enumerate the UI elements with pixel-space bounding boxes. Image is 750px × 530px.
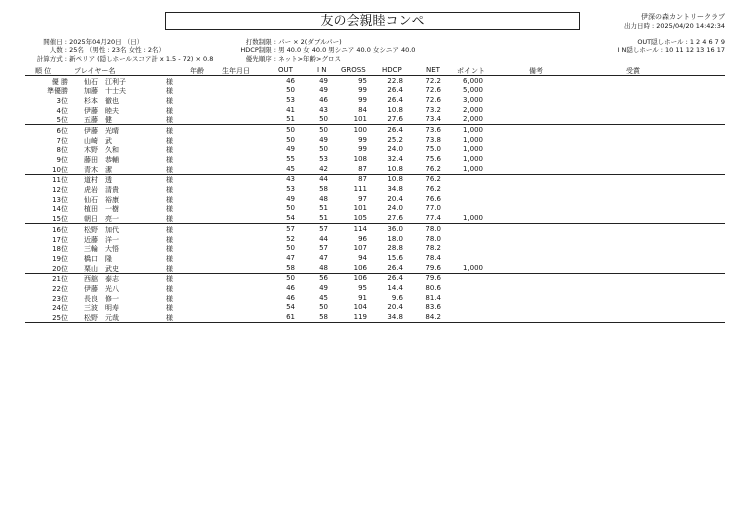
hdcp-limit: 男 40.0 女 40.0 男シニア 40.0 女シニア 40.0: [278, 46, 416, 55]
col-hdcp: HDCP: [382, 66, 402, 74]
cell-in: 50: [319, 115, 328, 124]
cell-net: 76.2: [425, 164, 441, 173]
info-label: 人数 :: [49, 46, 67, 55]
cell-in: 57: [319, 224, 328, 233]
cell-first-name: 武史: [105, 264, 119, 273]
cell-out: 49: [286, 194, 295, 203]
cell-first-name: 亮一: [105, 215, 119, 224]
cell-net: 76.6: [425, 194, 441, 203]
cell-first-name: 泰志: [105, 275, 119, 284]
cell-hdcp: 10.8: [387, 164, 403, 173]
cell-in: 42: [319, 164, 328, 173]
cell-hdcp: 34.8: [387, 313, 403, 321]
table-row: [25, 135, 725, 145]
cell-honorific: 様: [166, 205, 173, 214]
cell-last-name: 伊藤: [84, 106, 98, 115]
cell-last-name: 伊藤: [84, 126, 98, 135]
cell-hdcp: 25.2: [387, 135, 403, 144]
cell-net: 78.0: [425, 234, 441, 243]
cell-last-name: 青木: [84, 165, 98, 174]
cell-hdcp: 32.4: [387, 155, 403, 163]
cell-in: 58: [319, 185, 328, 194]
col-out: OUT: [278, 66, 293, 74]
cell-gross: 106: [353, 274, 367, 283]
cell-out: 50: [286, 244, 295, 253]
cell-gross: 87: [358, 164, 367, 173]
cell-out: 46: [286, 76, 295, 85]
cell-gross: 99: [358, 86, 367, 95]
info-label: 計算方式 :: [36, 54, 67, 63]
cell-out: 54: [286, 214, 295, 223]
cell-net: 73.2: [425, 105, 441, 114]
cell-rank: 25位: [52, 314, 68, 322]
cell-points: 1,000: [462, 214, 483, 223]
cell-first-name: 一樹: [105, 205, 119, 214]
cell-last-name: 藤田: [84, 156, 98, 164]
cell-first-name: 徹也: [105, 96, 119, 105]
cell-points: 1,000: [462, 125, 483, 134]
col-gross: GROSS: [341, 66, 366, 74]
table-row: [25, 145, 725, 155]
table-row: [25, 95, 725, 105]
table-row: [25, 214, 725, 225]
cell-honorific: 様: [166, 215, 173, 224]
page-title: 友の会親睦コンペ: [165, 12, 580, 30]
cell-rank: 20位: [52, 264, 68, 273]
table-row: [25, 115, 725, 126]
cell-rank: 17位: [52, 235, 68, 244]
cell-points: 6,000: [462, 76, 483, 85]
cell-last-name: 加藤: [84, 87, 98, 96]
cell-gross: 87: [358, 175, 367, 184]
cell-last-name: 山崎: [84, 136, 98, 145]
cell-honorific: 様: [166, 77, 173, 86]
table-row: [25, 244, 725, 254]
cell-gross: 84: [358, 105, 367, 114]
table-row: [25, 293, 725, 303]
cell-last-name: 近藤: [84, 235, 98, 244]
cell-gross: 101: [353, 115, 367, 124]
club-name: 伊深の森カントリークラブ: [641, 13, 725, 21]
col-points: ポイント: [457, 67, 485, 75]
cell-rank: 13位: [52, 195, 68, 204]
table-row: [25, 105, 725, 115]
cell-points: 5,000: [462, 86, 483, 95]
cell-in: 44: [319, 234, 328, 243]
out-hidden-holes: OUT隠しホール : 1 2 4 6 7 9: [637, 38, 725, 46]
output-timestamp: 出力日時 : 2025/04/20 14:42:34: [623, 22, 725, 30]
cell-gross: 99: [358, 95, 367, 104]
cell-first-name: 修一: [105, 294, 119, 303]
cell-last-name: 伊藤: [84, 284, 98, 293]
cell-out: 46: [286, 293, 295, 302]
cell-honorific: 様: [166, 116, 173, 125]
cell-last-name: 三波: [84, 304, 98, 313]
cell-honorific: 様: [166, 195, 173, 204]
table-row: [25, 263, 725, 274]
cell-in: 49: [319, 86, 328, 95]
cell-last-name: 松野: [84, 225, 98, 234]
cell-honorific: 様: [166, 314, 173, 322]
cell-net: 72.2: [425, 76, 441, 85]
cell-honorific: 様: [166, 294, 173, 303]
cell-rank: 16位: [52, 225, 68, 234]
cell-rank: 3位: [56, 96, 68, 105]
cell-points: 1,000: [462, 164, 483, 173]
table-row: [25, 76, 725, 86]
cell-gross: 107: [353, 244, 367, 253]
cell-net: 77.4: [425, 214, 441, 223]
table-row: [25, 194, 725, 204]
table-header: [25, 66, 725, 76]
table-row: [25, 86, 725, 96]
cell-net: 72.6: [425, 95, 441, 104]
calculation-method: 新ペリア (隠しホールスコア計 x 1.5 - 72) × 0.8: [69, 54, 214, 63]
cell-hdcp: 18.0: [387, 234, 403, 243]
cell-rank: 15位: [52, 215, 68, 224]
cell-net: 77.0: [425, 204, 441, 213]
cell-out: 45: [286, 164, 295, 173]
cell-honorific: 様: [166, 136, 173, 145]
cell-gross: 101: [353, 204, 367, 213]
col-birthdate: 生年月日: [222, 67, 250, 75]
cell-gross: 114: [353, 224, 367, 233]
cell-rank: 6位: [56, 126, 68, 135]
cell-points: 1,000: [462, 135, 483, 144]
cell-last-name: 三輪: [84, 245, 98, 254]
cell-gross: 97: [358, 194, 367, 203]
cell-first-name: 光晴: [105, 126, 119, 135]
cell-last-name: 栗山: [84, 264, 98, 273]
cell-hdcp: 15.6: [387, 253, 403, 262]
cell-first-name: 久和: [105, 146, 119, 155]
cell-honorific: 様: [166, 165, 173, 174]
cell-honorific: 様: [166, 275, 173, 284]
cell-net: 84.2: [425, 313, 441, 321]
cell-first-name: 光八: [105, 284, 119, 293]
cell-first-name: 潔: [105, 165, 112, 174]
priority-order: ネット>年齢>グロス: [278, 54, 341, 63]
table-row: [25, 253, 725, 263]
cell-hdcp: 27.6: [387, 214, 403, 223]
cell-in: 49: [319, 135, 328, 144]
hidden-holes: [618, 38, 726, 55]
cell-hdcp: 34.8: [387, 185, 403, 194]
cell-out: 58: [286, 263, 295, 272]
cell-in: 43: [319, 105, 328, 114]
table-row: [25, 303, 725, 313]
cell-hdcp: 22.8: [387, 76, 403, 85]
cell-hdcp: 26.4: [387, 263, 403, 272]
cell-rank: 21位: [52, 275, 68, 284]
cell-out: 52: [286, 234, 295, 243]
cell-hdcp: 36.0: [387, 224, 403, 233]
cell-hdcp: 20.4: [387, 303, 403, 312]
cell-net: 75.6: [425, 155, 441, 163]
cell-out: 46: [286, 283, 295, 292]
cell-rank: 24位: [52, 304, 68, 313]
cell-hdcp: 26.4: [387, 125, 403, 134]
table-row: [25, 204, 725, 214]
cell-gross: 99: [358, 135, 367, 144]
cell-hdcp: 26.4: [387, 86, 403, 95]
info-label: 開催日 :: [43, 38, 67, 46]
cell-gross: 104: [353, 303, 367, 312]
cell-net: 72.6: [425, 86, 441, 95]
cell-in: 50: [319, 303, 328, 312]
cell-honorific: 様: [166, 156, 173, 164]
cell-hdcp: 24.0: [387, 204, 403, 213]
cell-net: 79.6: [425, 274, 441, 283]
cell-in: 53: [319, 155, 328, 163]
cell-honorific: 様: [166, 146, 173, 155]
cell-rank: 8位: [56, 146, 68, 155]
cell-in: 57: [319, 244, 328, 253]
cell-first-name: 恭輔: [105, 156, 119, 164]
cell-in: 46: [319, 95, 328, 104]
cell-points: 1,000: [462, 155, 483, 163]
cell-gross: 105: [353, 214, 367, 223]
cell-gross: 95: [358, 283, 367, 292]
cell-hdcp: 10.8: [387, 175, 403, 184]
cell-hdcp: 28.8: [387, 244, 403, 253]
cell-out: 47: [286, 253, 295, 262]
cell-in: 49: [319, 283, 328, 292]
cell-points: 2,000: [462, 115, 483, 124]
cell-first-name: 隆: [105, 254, 112, 263]
cell-honorific: 様: [166, 304, 173, 313]
cell-out: 50: [286, 274, 295, 283]
cell-gross: 99: [358, 145, 367, 154]
cell-honorific: 様: [166, 245, 173, 254]
cell-in: 44: [319, 175, 328, 184]
table-row: [25, 283, 725, 293]
cell-gross: 119: [353, 313, 367, 321]
cell-out: 49: [286, 145, 295, 154]
col-age: 年齢: [190, 67, 204, 75]
cell-hdcp: 24.0: [387, 145, 403, 154]
cell-last-name: 道村: [84, 176, 98, 185]
cell-out: 50: [286, 86, 295, 95]
cell-honorific: 様: [166, 225, 173, 234]
cell-first-name: 江利子: [105, 77, 126, 86]
col-in: I N: [317, 66, 327, 74]
cell-gross: 95: [358, 76, 367, 85]
cell-points: 1,000: [462, 263, 483, 272]
table-row: [25, 274, 725, 284]
table-row: [25, 175, 725, 185]
cell-rank: 7位: [56, 136, 68, 145]
table-row: [25, 164, 725, 175]
cell-honorific: 様: [166, 264, 173, 273]
cell-in: 48: [319, 263, 328, 272]
cell-first-name: 洋一: [105, 235, 119, 244]
cell-last-name: 虎岩: [84, 186, 98, 195]
cell-out: 54: [286, 303, 295, 312]
cell-last-name: 杉本: [84, 96, 98, 105]
cell-in: 47: [319, 253, 328, 262]
info-label: HDCP制限 :: [240, 46, 276, 55]
cell-net: 81.4: [425, 293, 441, 302]
cell-honorific: 様: [166, 106, 173, 115]
cell-out: 43: [286, 175, 295, 184]
cell-net: 73.4: [425, 115, 441, 124]
cell-out: 41: [286, 105, 295, 114]
col-rank: 順 位: [35, 67, 52, 75]
cell-honorific: 様: [166, 254, 173, 263]
info-label: 優先順序 :: [245, 54, 276, 63]
cell-in: 56: [319, 274, 328, 283]
cell-rank: 準優勝: [47, 87, 68, 96]
cell-first-name: 大悟: [105, 245, 119, 254]
cell-out: 55: [286, 155, 295, 163]
cell-last-name: 西舘: [84, 275, 98, 284]
cell-points: 3,000: [462, 95, 483, 104]
cell-last-name: 仙石: [84, 195, 98, 204]
cell-gross: 91: [358, 293, 367, 302]
cell-in: 50: [319, 125, 328, 134]
cell-net: 76.2: [425, 185, 441, 194]
cell-in: 58: [319, 313, 328, 321]
cell-net: 80.6: [425, 283, 441, 292]
cell-hdcp: 14.4: [387, 283, 403, 292]
cell-net: 75.0: [425, 145, 441, 154]
cell-gross: 106: [353, 263, 367, 272]
cell-in: 49: [319, 76, 328, 85]
cell-in: 48: [319, 194, 328, 203]
cell-net: 78.2: [425, 244, 441, 253]
cell-last-name: 橋口: [84, 254, 98, 263]
cell-net: 73.6: [425, 125, 441, 134]
cell-gross: 111: [353, 185, 367, 194]
cell-first-name: 武: [105, 136, 112, 145]
table-row: [25, 125, 725, 135]
in-hidden-holes: I N隠しホール : 10 11 12 13 16 17: [617, 46, 725, 55]
club-info: [624, 13, 725, 31]
event-info-left: [25, 38, 213, 63]
cell-out: 50: [286, 135, 295, 144]
event-date: 2025年04月20日 （日）: [69, 38, 144, 46]
col-award: 受賞: [626, 67, 640, 75]
cell-in: 51: [319, 204, 328, 213]
cell-hdcp: 10.8: [387, 105, 403, 114]
cell-rank: 22位: [52, 284, 68, 293]
cell-out: 61: [286, 313, 295, 321]
cell-out: 53: [286, 95, 295, 104]
cell-last-name: 五藤: [84, 116, 98, 125]
cell-honorific: 様: [166, 235, 173, 244]
cell-out: 57: [286, 224, 295, 233]
cell-first-name: 裕康: [105, 195, 119, 204]
cell-last-name: 植田: [84, 205, 98, 214]
cell-hdcp: 9.6: [391, 293, 403, 302]
col-net: NET: [426, 66, 440, 74]
cell-honorific: 様: [166, 284, 173, 293]
cell-last-name: 長良: [84, 294, 98, 303]
cell-net: 79.6: [425, 263, 441, 272]
results-table: [25, 76, 725, 323]
cell-honorific: 様: [166, 186, 173, 195]
cell-gross: 108: [353, 155, 367, 163]
cell-last-name: 仙石: [84, 77, 98, 86]
cell-rank: 12位: [52, 186, 68, 195]
cell-rank: 19位: [52, 254, 68, 263]
cell-honorific: 様: [166, 96, 173, 105]
cell-first-name: 清貴: [105, 186, 119, 195]
table-row: [25, 234, 725, 244]
cell-last-name: 松野: [84, 314, 98, 322]
cell-honorific: 様: [166, 176, 173, 185]
info-label: 打数制限 :: [245, 38, 276, 46]
cell-in: 51: [319, 214, 328, 223]
cell-gross: 100: [353, 125, 367, 134]
stroke-limit: パー × 2(ダブルパー): [278, 38, 342, 46]
cell-out: 51: [286, 115, 295, 124]
cell-rank: 14位: [52, 205, 68, 214]
table-row: [25, 155, 725, 165]
cell-first-name: 加代: [105, 225, 119, 234]
cell-rank: 4位: [56, 106, 68, 115]
cell-gross: 96: [358, 234, 367, 243]
cell-first-name: 明寿: [105, 304, 119, 313]
cell-first-name: 元哉: [105, 314, 119, 322]
cell-rank: 5位: [56, 116, 68, 125]
cell-out: 50: [286, 204, 295, 213]
cell-points: 1,000: [462, 145, 483, 154]
cell-honorific: 様: [166, 126, 173, 135]
cell-last-name: 朝日: [84, 215, 98, 224]
table-row: [25, 224, 725, 234]
cell-in: 50: [319, 145, 328, 154]
cell-out: 53: [286, 185, 295, 194]
cell-first-name: 透: [105, 176, 112, 185]
cell-hdcp: 26.4: [387, 274, 403, 283]
event-info-mid: [232, 38, 415, 63]
cell-net: 73.8: [425, 135, 441, 144]
table-row: [25, 313, 725, 324]
cell-points: 2,000: [462, 105, 483, 114]
cell-net: 83.6: [425, 303, 441, 312]
cell-net: 78.0: [425, 224, 441, 233]
cell-hdcp: 26.4: [387, 95, 403, 104]
cell-hdcp: 27.6: [387, 115, 403, 124]
cell-rank: 10位: [52, 165, 68, 174]
cell-first-name: 健: [105, 116, 112, 125]
cell-rank: 23位: [52, 294, 68, 303]
cell-first-name: 睦夫: [105, 106, 119, 115]
cell-rank: 優 勝: [51, 77, 68, 86]
cell-net: 76.2: [425, 175, 441, 184]
cell-rank: 11位: [52, 176, 68, 185]
cell-first-name: 十士夫: [105, 87, 126, 96]
cell-out: 50: [286, 125, 295, 134]
cell-net: 78.4: [425, 253, 441, 262]
col-player: プレイヤー名: [74, 67, 116, 75]
cell-rank: 9位: [56, 156, 68, 164]
col-remarks: 備考: [529, 67, 543, 75]
cell-in: 45: [319, 293, 328, 302]
table-row: [25, 185, 725, 195]
participant-count: 25名 （男性 : 23名 女性 : 2名）: [69, 46, 166, 55]
cell-rank: 18位: [52, 245, 68, 254]
cell-hdcp: 20.4: [387, 194, 403, 203]
cell-honorific: 様: [166, 87, 173, 96]
cell-last-name: 木野: [84, 146, 98, 155]
cell-gross: 94: [358, 253, 367, 262]
